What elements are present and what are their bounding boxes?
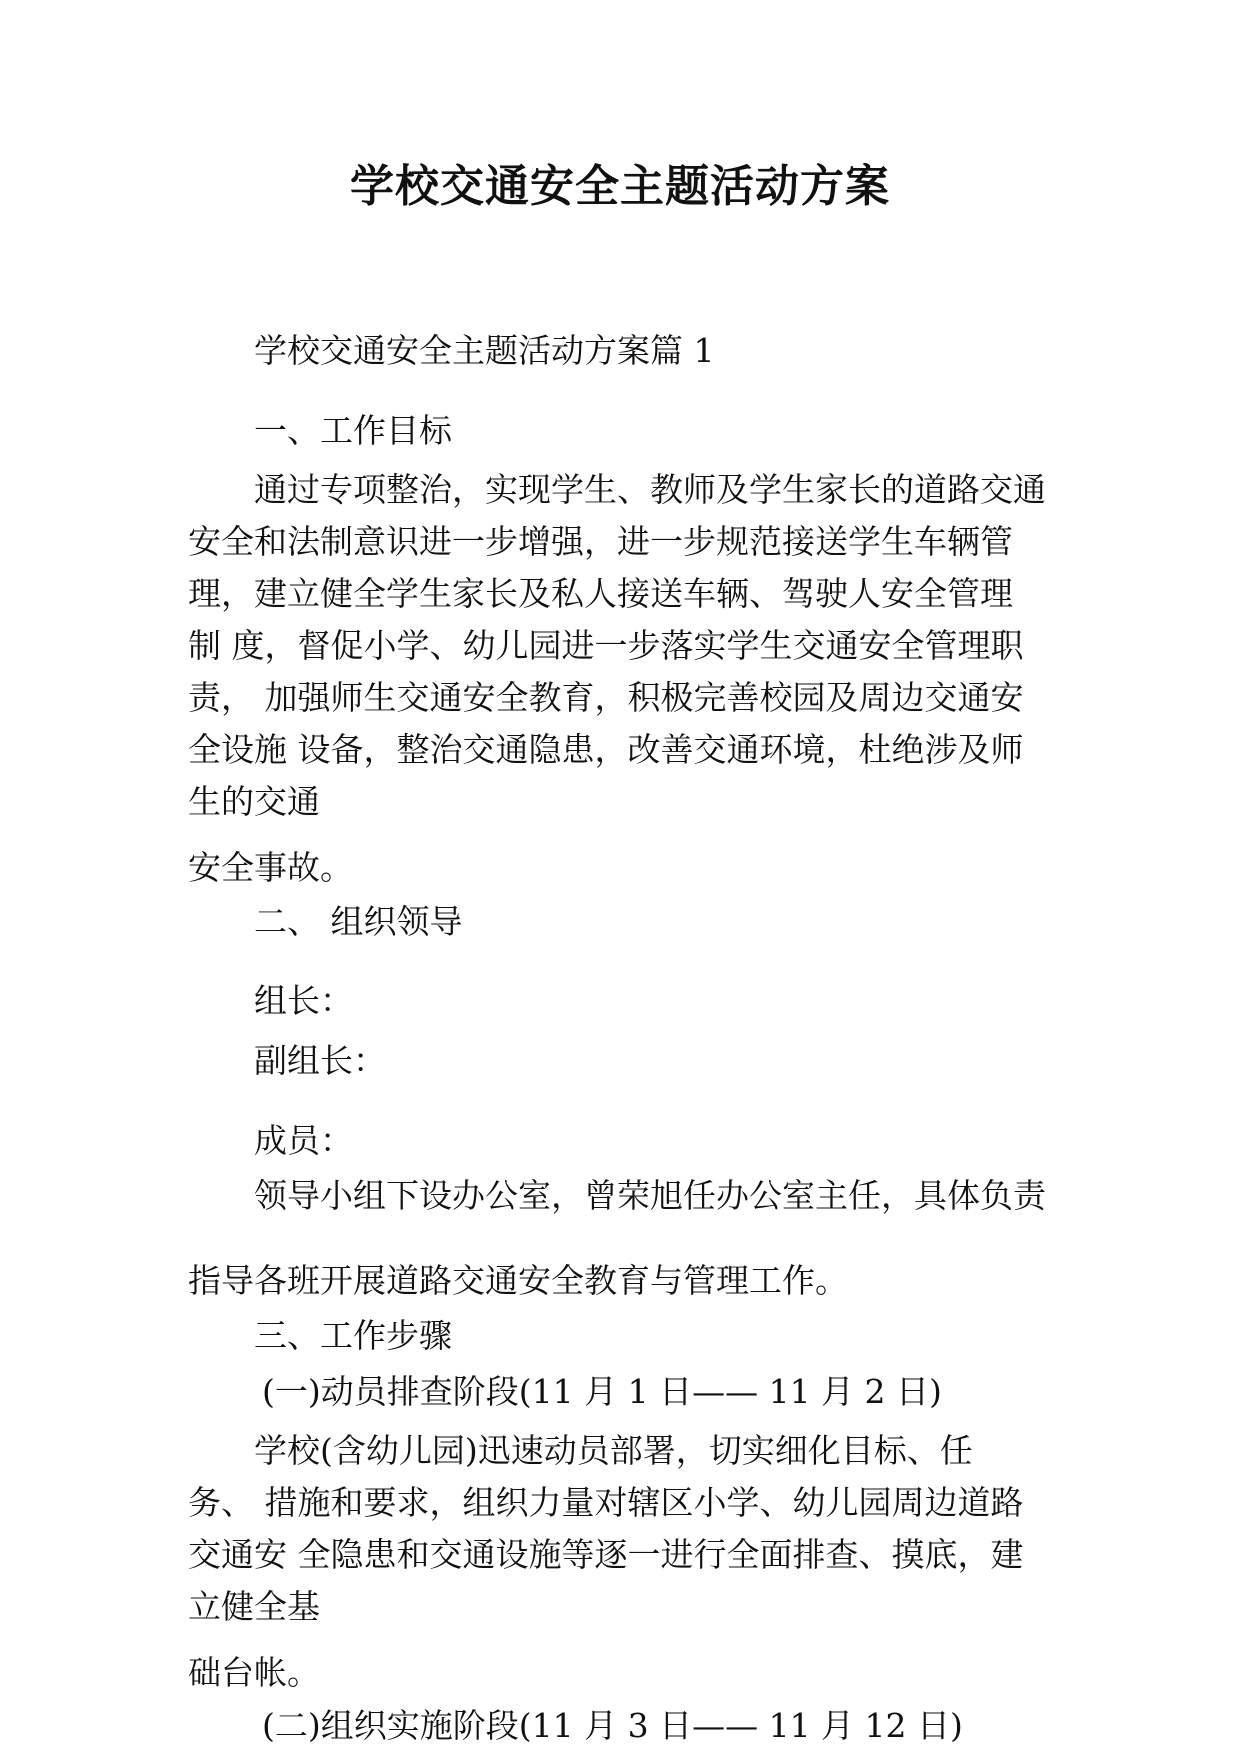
paragraph-line: 务、 措施和要求，组织力量对辖区小学、幼儿园周边道路 [188, 1483, 1024, 1522]
paragraph-line: 责， 加强师生交通安全教育，积极完善校园及周边交通安 [188, 678, 1024, 717]
section-heading: 一、工作目标 [254, 411, 452, 450]
paragraph-line: 领导小组下设办公室，曾荣旭任办公室主任，具体负责 [254, 1176, 1046, 1215]
paragraph-line: 学校(含幼儿园)迅速动员部署，切实细化目标、任 [254, 1431, 973, 1470]
paragraph-line: 通过专项整治，实现学生、教师及学生家长的道路交通 [254, 470, 1046, 509]
paragraph-line: 安全和法制意识进一步增强，进一步规范接送学生车辆管 [188, 522, 1013, 561]
paragraph-line: 安全事故。 [188, 848, 353, 887]
section-heading: 二、 组织领导 [254, 902, 463, 941]
subsection-heading: (一)动员排查阶段(11 月 1 日—— 11 月 2 日) [262, 1372, 942, 1411]
section-heading: 学校交通安全主题活动方案篇 1 [254, 331, 715, 370]
paragraph-line: 础台帐。 [188, 1653, 320, 1692]
role-label: 组长： [254, 981, 353, 1020]
paragraph-line: 理，建立健全学生家长及私人接送车辆、驾驶人安全管理 [188, 574, 1013, 613]
document-title: 学校交通安全主题活动方案 [350, 161, 890, 212]
role-label: 副组长： [254, 1041, 386, 1080]
paragraph-line: 制 度，督促小学、幼儿园进一步落实学生交通安全管理职 [188, 626, 1024, 665]
paragraph-line: 生的交通 [188, 782, 320, 821]
paragraph-line: 交通安 全隐患和交通设施等逐一进行全面排查、摸底，建 [188, 1535, 1024, 1574]
paragraph-line: 立健全基 [188, 1587, 320, 1626]
paragraph-line: 指导各班开展道路交通安全教育与管理工作。 [188, 1261, 848, 1300]
section-heading: 三、工作步骤 [254, 1316, 452, 1355]
subsection-heading: (二)组织实施阶段(11 月 3 日—— 11 月 12 日) [262, 1706, 963, 1745]
paragraph-line: 全设施 设备，整治交通隐患，改善交通环境，杜绝涉及师 [188, 730, 1024, 769]
role-label: 成员： [254, 1121, 353, 1160]
